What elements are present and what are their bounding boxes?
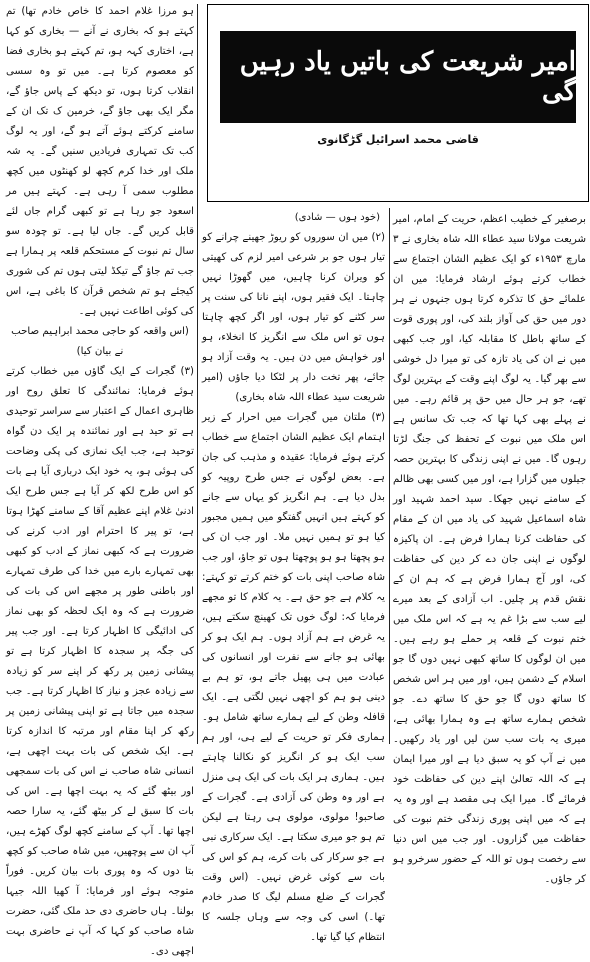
paragraph: ہو مرزا غلام احمد کا خاص خادم تھا) تم کہتے ہو کہ بخاری نے آنے — بخاری کو کہا ہے، اختاری کہہ ہو، تم کہتے ہو بخاری فضا کو معصوم کرتا ہے۔ میں تو وہ سسی انقلاب کرتا ہوں، تو دیکھ کے پاس جاؤ گے، مگر ایک بھی جاؤ گے، خرمین ک تک ان کے سامنے کرکتے ہوئے آتے ہو گے، اور یہ لوگ کب تک تمہاری فریادیں سنیں گے۔ یہ شہ ملک اور خدا کرم کچھ لو کھنٹوں میں کچھ مطلوب سمی آ رہی ہے۔ کہتے ہیں مر اسعود جو رہا ہے تو کبھی گرام جاں لئے قابل کریں گے۔ جاں لیا ہے۔ تو چودہ سو سال تم نبوت کے مستحکم قلعہ پر ہمارا ہے جب تم جاؤ گے تیکڈ لیتی ہوں تم کی شوری کیجئے ہو تم شخص قرآن کا باغی ہے، اس کی کوئی اطاعت نہیں ہے۔ <box>6 6 194 317</box>
paragraph-attribution: (اس واقعہ کو حاجی محمد ابراہیم صاحب نے بیان کیا) <box>11 326 189 357</box>
article-column-left <box>6 2 194 957</box>
paragraph: (۳) ملتان میں گجرات میں احرار کے زیر اہتمام ایک عظیم الشان اجتماع سے خطاب کرتے ہوئے فرمایا: عقیدہ و مذہب کی جان ہے۔ بعض لوگوں نے جس طرح روپیہ کو بدل دیا ہے۔ ہم انگریز کو یہاں سے جانے کو کہتے ہیں انہیں گفتگو میں ہمیں مجبور کیا ہو تو ہمیں نہیں ملا۔ اور جب ان کی ہو پچھتا ہو ہو پوچھتا ہوں تو جاؤ، اور جب شاہ صاحب اپنی بات کو ختم کرتے تو کہتے: یہ کلام ہے جو حق ہے۔ یہ کلام کا تو مجھے فرمایا کہ: لوگ خوں تک کھینچ سکتے ہیں، یہ غرض ہے ہم آزاد ہوں۔ ہم ایک ہو کر بھائی ہو جانے سے نفرت اور انسانوں کی عبادت میں ہی پھیل جاتے ہو، تو ہم بے دینی ہو ہم کو اچھی نہیں لگتی ہے۔ ایک قافلہ وطن کے لیے ہمارے ساتھ شامل ہو۔ ہماری فکر تو حریت کے لیے ہی، اور ہم سب ایک ہو کر انگریز کو نکالنا چاہتے ہیں۔ ہماری ہر ایک بات کی ایک ہی منزل ہے اور وہ وطن کی آزادی ہے۔ گجرات کے صاحبو! مولوی، مولوی ہی رہتا ہے لیکن تم ہو جو میری سکتا ہے۔ ایک سرکاری نبی ہے جو سرکار کی بات کرے، ہم کو اس کی بات سے کوئی غرض نہیں۔ (اس وقت گجرات کے ضلع مسلم لیگ کا صدر خادم تھا۔) اسی کی وجہ سے وہاں جلسہ کا انتظام کیا گیا تھا۔ <box>202 412 385 943</box>
headline-box <box>207 4 589 202</box>
section-caption: (خود ہوں — شادی) <box>294 212 380 223</box>
article-column-middle <box>202 228 385 943</box>
headline-title: امیر شریعت کی باتیں یاد رہیں گی <box>239 47 576 107</box>
column-divider <box>197 4 198 744</box>
column-divider <box>389 208 390 744</box>
article-column-right <box>393 210 587 885</box>
headline-band <box>220 31 576 123</box>
paragraph: (۲) میں ان سوروں کو ریوڑ جھینے چرانے کو تیار ہوں جو بر شرعی امیر لزم کی کھیتی کو ویران کرنا چاہیں، میں گھوڑا نہیں چاہتا۔ ایک فقیر ہوں، اپنے نانا کی سنت پر سر کٹنے کو تیار ہوں، اور اگر کچھ چاہتا ہوں تو اس ملک سے انگریز کا انخلاء، ہو اور خواہش میں دن ہیں۔ یہ وقت آزاد ہو جائے، پھر تخت دار پر لٹکا دیا جاؤں (امیر شریعت سید عطاء اللہ شاہ بخاری) <box>202 232 385 403</box>
paragraph: برصغیر کے خطیب اعظم، حریت کے امام، امیر شریعت مولانا سید عطاء اللہ شاہ بخاری نے ۳ مارچ ۱۹۵۳ء کو ایک عظیم الشان اجتماع سے خطاب کرتے ہوئے ارشاد فرمایا: میں ان علمائے حق کا تذکرہ کرتا ہوں جنہوں نے ہر دور میں حق کی آواز بلند کی، اور پوری قوت کے ساتھ باطل کا مقابلہ کیا، اور جب کبھی میں نے ان کی یاد تازہ کی تو میرا دل خوشی سے بھر گیا۔ یہ لوگ اپنے وقت کے بہترین لوگ تھے، جو ہر حال میں حق پر قائم رہے۔ میں نے پہلے بھی کہا تھا کہ جب تک سانس ہے اس ملک میں نبوت کے تحفظ کی جنگ لڑتا رہوں گا۔ میں نے اپنی زندگی کا بہترین حصہ جیلوں میں گزارا ہے، اور میں کسی بھی ظالم کے سامنے نہیں جھکا۔ سید احمد شہید اور شاہ اسماعیل شہید کی یاد میں ان کے مقام کی حفاظت کرنا ہمارا فرض ہے۔ ان پاکیزہ لوگوں نے اپنی جان دے کر دین کی حفاظت کی، اور آج ہمارا فرض ہے کہ ہم ان کے نقش قدم پر چلیں۔ اب آزادی کے بعد میرے لیے سب سے بڑا غم یہ ہے کہ اس ملک میں ختم نبوت کے قلعہ پر حملے ہو رہے ہیں۔ میں ان لوگوں کا ساتھ کبھی نہیں دوں گا جو اسلام کے دشمن ہیں، اور میں ہر اس شخص کا ساتھ دوں گا جو حق کا ساتھ دے۔ جو شخص ہمارے ساتھ ہے وہ ہمارا بھائی ہے، میری یہ بات سب سن لیں اور یاد رکھیں۔ میں نے آپ کو یہ سبق دیا ہے اور میرا ایمان ہے کہ اللہ تعالیٰ اپنے دین کی حفاظت خود فرمائے گا۔ میرا ایک ہی مقصد ہے اور وہ یہ ہے کہ میں اپنی پوری زندگی ختم نبوت کی حفاظت میں گزاروں۔ اور جب میں اس دنیا سے رخصت ہوں تو اللہ کے حضور سرخرو ہو کر جاؤں۔ <box>393 214 587 885</box>
paragraph: (۳) گجرات کے ایک گاؤں میں خطاب کرتے ہوئے فرمایا: نمائندگی کا تعلق روح اور ظاہری اعمال کے اعتبار سے سراسر توحیدی ہے تو حید ہے اور نمائندہ پر ایک دن گواہ توحید ہے، جب ایک نمازی کی پکی وضاحت کی ہوئی ہو، یہ خود ایک درباری آیا ہے بات کو اس طرح لکھ کر آیا ہے جس طرح ایک ادنیٰ غلام اپنے عظیم آقا کے سامنے کھڑا ہوتا ہے، تو پیر کا احترام اور ادب کرنے کی ضرورت ہے کہ کبھی نماز کے ادب کو کبھی بھی تمہارے بارے میں خدا کی طرف تمہارے اور باطنی طور پر مجھے اس کی بات کی ضرورت ہے کہ وہ ایک لحظہ کو بھی نماز کی ادائیگی کا اظہار کرتا ہے۔ اور جب پیر کی جگہ پر سجدہ کا اظہار کرتا ہے تو پیشانی زمین پر رکھ کر اپنے سر کو زیادہ سے زیادہ عجز و نیاز کا اظہار کرتا ہے۔ جب سجدہ میں جاتا ہے تو اپنی پیشانی زمین پر رکھ کر اپنا مقام اور مرتبہ کا اندازہ کرتا ہے۔ ایک شخص کی بات بہت اچھی ہے، انسانی شاہ صاحب نے اس کی بات سمجھی اور بیٹھ گئے کہ یہ بہت اچھا ہے۔ اس کی بات کا سبق لے کر بیٹھ گئے، یہ سارا حصہ اچھا تھا۔ آپ کے سامنے کچھ لوگ کھڑے ہیں، آپ ان سے پوچھیں، میں شاہ صاحب کو کچھ بتا دوں کہ وہ پوری بات بیان کریں۔ فوراً متوجہ ہوئے اور فرمایا: آ کھیا اللہ جیہا بولنا۔ ہاں حاضری دی حد ملک گئی، حضرت شاہ صاحب کو کہا کہ آپ نے حاضری بہت اچھی دی۔ <box>6 366 194 957</box>
author-byline: قاضی محمد اسرائیل گڑگانوی <box>317 133 479 146</box>
